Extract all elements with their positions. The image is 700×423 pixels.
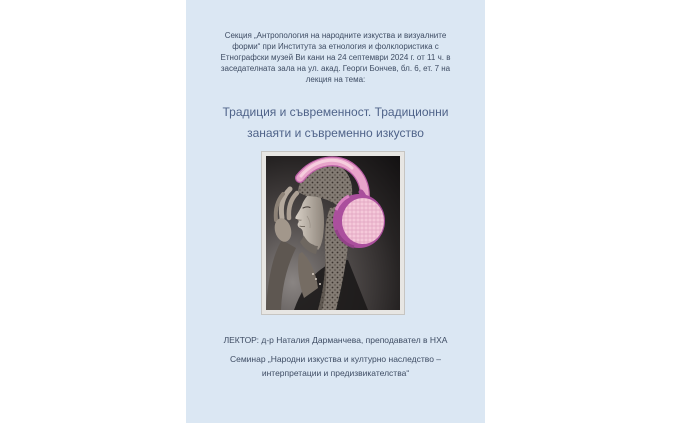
intro-paragraph: Секция „Антропология на народните изкуства и визуалните форми“ при Института за етнология и фолклористика с Етнографски музей Ви кани на 24 септември 2024 г. от 11 ч. в заседателната зала на ул. акад. Георги Бончев, бл. 6, ет. 7 на лекция на тема: — [220, 31, 451, 84]
lecturer-line: ЛЕКТОР: д-р Наталия Дарманчева, преподавател в НХА — [223, 335, 448, 345]
lecture-title: Традиция и съвременност. Традиционни занаяти и съвременно изкуство — [222, 105, 449, 140]
photo-frame — [262, 152, 404, 314]
elderly-woman-headphones-photo — [266, 156, 400, 310]
seminar-line: Семинар „Народни изкуства и културно наследство – интерпретации и предизвикателства“ — [229, 354, 442, 378]
flyer-page — [186, 0, 485, 423]
